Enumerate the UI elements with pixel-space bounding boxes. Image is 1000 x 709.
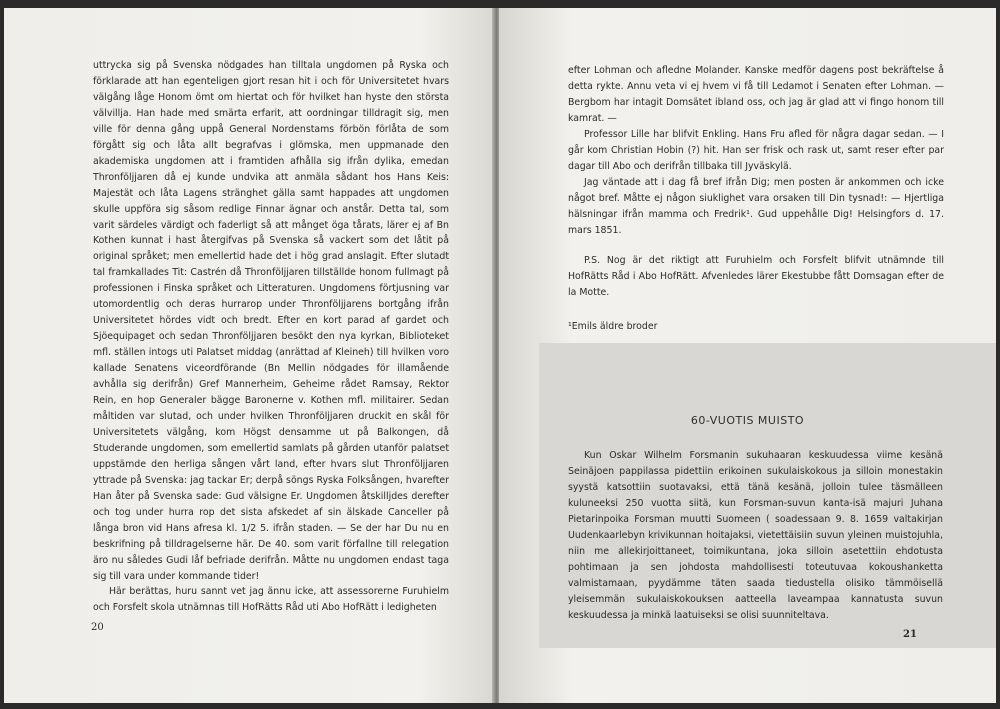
page-number-right: 21: [903, 629, 917, 640]
left-page: [4, 8, 494, 703]
right-page-text: [568, 63, 944, 335]
footnote: ¹Emils äldre broder: [568, 321, 658, 333]
right-paragraph: P.S. Nog är det riktigt att Furuhielm och Forsfelt blifvit utnämnde till HofRätts Råd i Abo HofRätt. Afvenledes lärer Ekestubbe fått Domsagan efter de la Motte.: [568, 255, 944, 299]
right-paragraph: Professor Lille har blifvit Enkling. Hans Fru afled för några dagar sedan. — I går kom Christian Hobin (?) hit. Han ser frisk och rask ut, samt reser efter par dagar till Abo och derifrån tillbaka till Jyväskylä.: [568, 128, 944, 172]
left-paragraph: uttrycka sig på Svenska nödgades han tilltala ungdomen på Ryska och förklarade att han egenteligen gjort resan hit i och för Universitetet hvars välgång låge Honom ömt om hiertat och för hvilket han hyste den största välvillja. Han hade med smärta erfarit, att oordningar tilldragit sig, men ville för denna gång uppå General Nordenstams förbön förlåta de som förgått sig och låta allt begrafvas i glömska, men uppmanade den akademiska ungdomen att i framtiden afhålla sig ifrån dylika, emedan Thronföljjaren då ej kunde undvika att anmäla sådant hos Hans Keis: Majestät och låta Lagens stränghet gälla samt happades att ungdomen skulle uppföra sig såsom redlige Finnar ägnar och anstår. Detta tal, som varit särdeles värdigt och faderligt så att månget öga tårats, lärer ej af Bn Kothen kunnat i hast återgifvas på Svenska så vackert som det låtit på original språket; men emellertid hade det i hög grad anslagit. Efter slutadt tal framkallades Tit: Castrén då Thronföljjaren tillställde honom fullmagt på professionen i Finska språket och Litteraturen. Ungdomens förtjusning var utomordentlig och deras hurrarop under Thronföljjarens bortgång ifrån Universitetet hördes vidt och bredt. Efter en kort parad af gardet och Sjöequipaget och sedan Thronföljjaren besökt den nya kyrkan, Biblioteket mfl. ställen intogs uti Palatset middag (anrättad af Kleineh) till hvilken voro kallade Senatens viceordförande (Bn Mellin nödgades för illamående avhålla sig derifrån) Gref Mannerheim, Geheime rådet Ramsay, Rektor Rein, en hop Generaler bägge Baronerne v. Kothen mfl. militairer. Sedan måltiden var slutad, och under hvilken Thronföljjaren druckit en skål för Universitetets välgång, kom Högst densamme ut på Balkongen, då Studerande ungdomen, som emellertid samlats på gården utanför palatset uppstämde den herliga sången vårt land, efter hvars slut Thronföljjaren yttrade på Svenska: jag tackar Er; derpå söngs Ryska Folksången, hvarefter Han åter på Svenska sade: Gud välsigne Er. Ungdomen åtskilljdes derefter och tog under hurra rop det sista afskedet af sin älskade Canceller på långa bron vid Hans afresa kl. 1/2 5. ifrån staden. — Se der har Du nu en beskrifning på tilldragelserne här. De 40. som varit förfallne till relegation äro nu således Gudi låf befriade derifrån. Måtte nu ungdomen endast taga sig till vara under kommande tider!: [93, 60, 449, 582]
section-title: 60-VUOTIS MUISTO: [690, 414, 805, 427]
right-page: [499, 8, 996, 703]
left-page-text: [93, 58, 449, 616]
section-paragraph: Kun Oskar Wilhelm Forsmanin sukuhaaran keskuudessa viime kesänä Seinäjoen pappilassa pidettiin erikoinen sukulaiskokous ja silloin monestakin syystä katsottiin suotavaksi, että tänä kesänä, jolloin tulee täsmälleen kuluneeksi 250 vuotta siitä, kun Forsman-suvun kanta-isä majuri Juhana Pietarinpoika Forsman muutti Suomeen ( soadessaan 9. 8. 1659 valtakirjan Uudenkaarlebyn krivikunnan hoitajaksi, vietettäisiin suvun yleinen muistojuhla, niin me allekirjoittaneet, toimikuntana, joka silloin asetettiin ehdotusta pohtimaan ja sen johdosta mahdollisesti toteutuvaa kokoushanketta valmistamaan, pyydämme täten saada tiedustella olisiko tämmöisellä yleisemmän sukulaiskokouksen aatteella laveampaa kannatusta suvun keskuudessa ja minkä laatuiseksi se olisi suunniteltava.: [568, 450, 943, 621]
section-text: [568, 448, 943, 623]
right-paragraph: efter Lohman och afledne Molander. Kanske medför dagens post bekräftelse å detta rykte. Annu veta vi ej hvem vi få till Ledamot i Senaten efter Lohman. — Bergbom har intagit Domsätet ibland oss, och jag är glad att vi fingo honom till kamrat. —: [568, 65, 944, 124]
left-paragraph: Här berättas, huru sannt vet jag ännu icke, att assessorerne Furuhielm och Forsfelt skola utnämnas till HofRätts Råd uti Abo HofRätt i ledigheten: [93, 586, 449, 614]
right-paragraph: Jag väntade att i dag få bref ifrån Dig; men posten är ankommen och icke något bref. Måtte ej någon siuklighet vara orsaken till Din tysnad!: — Hjertliga hälsningar ifrån mamma och Fredrik¹. Gud uppehålle Dig! Helsingfors d. 17. mars 1851.: [568, 176, 944, 236]
page-number-left: 20: [91, 622, 104, 633]
